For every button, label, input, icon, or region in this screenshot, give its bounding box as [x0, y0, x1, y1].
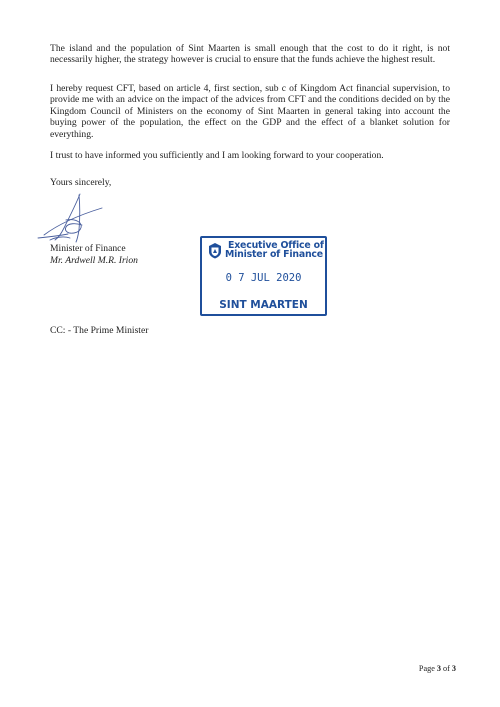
coat-of-arms-icon: [207, 242, 223, 259]
closing-salutation: Yours sincerely,: [50, 177, 112, 188]
official-stamp: [200, 236, 327, 316]
handwritten-signature: [36, 190, 106, 246]
stamp-date: 0 7 JUL 2020: [225, 272, 302, 284]
page-of: of: [443, 664, 450, 673]
page-total: 3: [451, 664, 456, 673]
carbon-copy-line: CC: - The Prime Minister: [50, 325, 149, 336]
signatory-name: Mr. Ardwell M.R. Irion: [50, 255, 138, 266]
page-current: 3: [436, 664, 441, 673]
body-paragraph-2: I hereby request CFT, based on article 4, first section, sub c of Kingdom Act financial supervision, to provide me with an advice on the impact of the advices from CFT and the conditions decided on by the Kingdom Council of Ministers on the economy of Sint Maarten in general taking into account the buying power of the population, the effect on the GDP and the effect of a blanket solution for everything.: [50, 83, 450, 140]
body-paragraph-3: I trust to have informed you sufficiently and I am looking forward to your cooperation.: [50, 150, 384, 161]
stamp-line-2: Minister of Finance: [225, 249, 323, 260]
signatory-title: Minister of Finance: [50, 243, 126, 254]
page-number: [419, 664, 456, 673]
page-label: Page: [418, 664, 435, 673]
body-paragraph-1: The island and the population of Sint Maarten is small enough that the cost to do it right, is not necessarily higher, the strategy however is crucial to ensure that the funds achieve the highest result.: [50, 43, 450, 66]
stamp-line-1: Executive Office of: [228, 240, 324, 251]
stamp-country: SINT MAARTEN: [219, 299, 308, 311]
